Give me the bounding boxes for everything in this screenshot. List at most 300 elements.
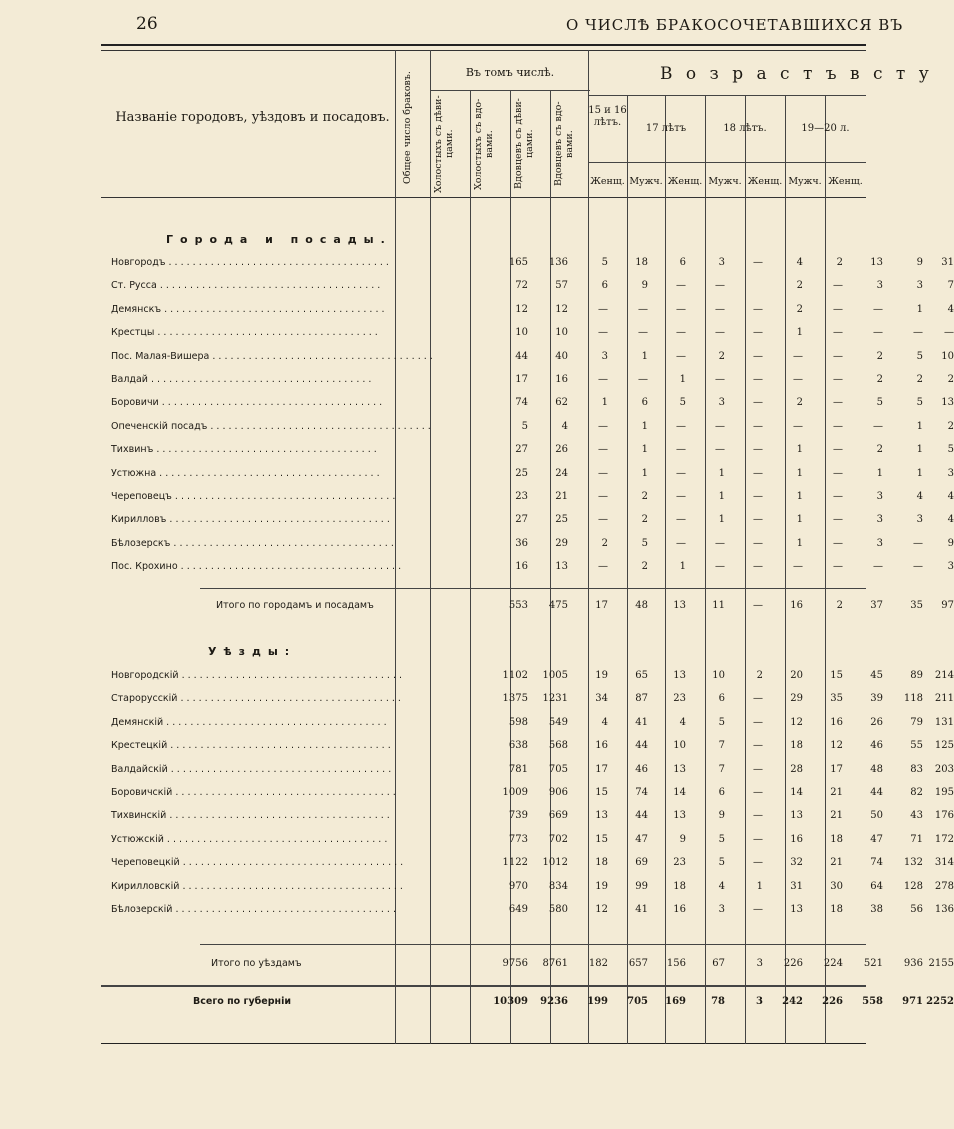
table-cell: —	[638, 303, 648, 315]
table-row	[101, 514, 954, 536]
table-cell: 10	[673, 740, 686, 752]
table-cell: 3	[601, 350, 608, 362]
table-cell: 71	[910, 833, 923, 845]
table-cell: 5	[679, 397, 686, 409]
table-cell: 1	[796, 327, 803, 339]
table-cell: —	[833, 467, 843, 479]
group-rule	[430, 90, 590, 91]
table-cell: —	[753, 514, 763, 526]
table-cell: —	[913, 537, 923, 549]
table-cell: 50	[870, 810, 883, 822]
table-cell: 13	[673, 670, 686, 681]
table-cell: —	[793, 374, 803, 385]
table-cell: 9	[641, 280, 648, 292]
table-cell: 1231	[542, 693, 568, 705]
table-cell: 9236	[540, 996, 568, 1007]
district-name: Бѣлозерскій . . .	[111, 904, 391, 915]
table-cell: 1	[718, 467, 725, 479]
sex-column-header: Мужч.	[708, 176, 742, 187]
table-cell: 44	[635, 740, 648, 752]
table-cell: —	[833, 350, 843, 362]
table-cell: 17	[830, 763, 843, 775]
table-cell: —	[944, 327, 954, 339]
table-cell: 2	[796, 280, 803, 292]
table-cell: 15	[595, 833, 608, 845]
table-cell: 1	[641, 420, 648, 432]
table-row	[101, 693, 954, 715]
table-cell: 906	[548, 787, 568, 798]
district-name: Боровичскій . . .	[111, 787, 391, 798]
town-name: Ст. Русса . . .	[111, 280, 391, 291]
table-cell: 739	[508, 810, 528, 822]
table-cell: 165	[508, 257, 528, 268]
table-cell: 26	[870, 716, 883, 728]
table-cell: 649	[508, 904, 528, 915]
table-cell: 781	[508, 763, 528, 775]
age-group-header: В о з р а с т ъ в с т у	[660, 64, 933, 84]
table-cell: 41	[635, 904, 648, 915]
table-cell: 1	[876, 467, 883, 479]
table-cell: 12	[790, 716, 803, 728]
table-cell: —	[753, 350, 763, 362]
table-cell: 7	[718, 763, 725, 775]
table-cell: 20	[790, 670, 803, 681]
table-row	[101, 327, 954, 349]
table-cell: 3	[947, 467, 954, 479]
table-cell: 16	[515, 561, 528, 573]
table-cell: 5	[718, 857, 725, 869]
header-top-rule	[101, 50, 866, 51]
table-cell: 18	[635, 257, 648, 268]
table-cell: —	[638, 327, 648, 339]
district-name: Череповецкій . . .	[111, 857, 391, 868]
table-cell: 4	[916, 491, 923, 502]
age-rule	[588, 95, 866, 96]
town-name: Крестцы . . .	[111, 327, 391, 338]
table-cell: 657	[628, 958, 648, 969]
table-cell: 10309	[493, 996, 528, 1007]
table-cell: 89	[910, 670, 923, 681]
table-row	[101, 716, 954, 739]
town-name: Кирилловъ . . .	[111, 514, 391, 525]
table-cell: 1	[916, 303, 923, 315]
table-cell: 3	[876, 280, 883, 292]
district-name: Валдайскій . . .	[111, 764, 391, 775]
table-cell: —	[753, 716, 763, 728]
sex-column-header: Женщ.	[590, 176, 625, 187]
table-row	[101, 857, 954, 879]
table-cell: 214	[934, 670, 954, 681]
table-cell: 46	[635, 763, 648, 775]
age-column-header: 15 и 16 лѣтъ.	[588, 105, 627, 128]
table-row	[101, 740, 954, 762]
table-cell: —	[793, 561, 803, 573]
table-cell: 6	[718, 693, 725, 705]
table-cell: 27	[515, 444, 528, 456]
table-cell: —	[753, 810, 763, 822]
table-cell: —	[913, 561, 923, 573]
table-cell: 5	[718, 716, 725, 728]
table-cell: 242	[782, 996, 803, 1007]
table-cell: —	[638, 374, 648, 385]
table-cell: 1	[916, 467, 923, 479]
sex-column-header: Женщ.	[747, 176, 783, 187]
table-cell: 13	[673, 763, 686, 775]
district-name: Кирилловскій . . .	[111, 881, 391, 892]
table-cell: 669	[548, 810, 568, 822]
table-cell: 2	[876, 374, 883, 385]
table-cell: 1012	[542, 857, 568, 869]
table-cell: 13	[790, 904, 803, 915]
table-cell: —	[598, 374, 608, 385]
table-row	[101, 374, 954, 396]
table-cell: —	[793, 420, 803, 432]
table-cell: —	[753, 787, 763, 798]
table-cell: 1005	[542, 670, 568, 681]
table-cell: 13	[673, 600, 686, 611]
table-cell: —	[753, 491, 763, 502]
table-cell: 1	[679, 374, 686, 385]
table-cell: —	[753, 420, 763, 432]
sex-column-header: Мужч.	[788, 176, 822, 187]
table-row	[101, 537, 954, 560]
table-cell: 31	[790, 880, 803, 892]
table-cell: —	[676, 467, 686, 479]
page-number: 26	[136, 14, 158, 34]
table-cell: 1375	[502, 693, 528, 705]
table-cell: 26	[555, 444, 568, 456]
table-cell: 3	[947, 561, 954, 573]
table-cell: 39	[870, 693, 883, 705]
table-cell: 38	[870, 904, 883, 915]
table-cell: 128	[903, 880, 923, 892]
table-cell: 156	[666, 958, 686, 969]
table-cell: 14	[673, 787, 686, 798]
table-cell: 131	[934, 716, 954, 728]
header-bottom-rule	[101, 197, 866, 198]
table-cell: 17	[595, 600, 608, 611]
sub-column-header: Вдовцевъ съ вдо-вами.	[553, 101, 575, 187]
table-cell: 4	[561, 420, 568, 432]
town-name: Устюжна . . .	[111, 468, 391, 479]
table-cell: 553	[508, 600, 528, 611]
table-cell: —	[598, 514, 608, 526]
table-cell: —	[715, 444, 725, 456]
table-cell: —	[833, 444, 843, 456]
table-cell: —	[598, 303, 608, 315]
table-cell: 36	[515, 537, 528, 549]
table-cell: —	[715, 561, 725, 573]
table-cell: 2	[916, 374, 923, 385]
table-cell: 46	[870, 740, 883, 752]
table-cell: —	[833, 303, 843, 315]
table-cell: 45	[870, 670, 883, 681]
table-cell: 57	[555, 280, 568, 292]
table-cell: 2155	[928, 958, 954, 969]
table-cell: 11	[712, 600, 725, 611]
table-cell: 3	[876, 537, 883, 549]
table-row	[101, 904, 954, 926]
table-cell: 3	[916, 280, 923, 292]
grand-total-rule	[101, 985, 866, 987]
table-cell: 6	[601, 280, 608, 292]
table-cell: 74	[870, 857, 883, 869]
table-cell: 4	[947, 514, 954, 526]
table-cell: 21	[830, 787, 843, 798]
table-cell: 74	[515, 397, 528, 409]
table-cell: 4	[718, 880, 725, 892]
table-cell: 125	[934, 740, 954, 752]
table-cell: 4	[947, 303, 954, 315]
table-cell: 55	[910, 740, 923, 752]
table-cell: 16	[673, 904, 686, 915]
table-cell: 48	[870, 763, 883, 775]
table-cell: 3	[718, 257, 725, 268]
table-cell: 2	[756, 670, 763, 681]
table-cell: —	[676, 491, 686, 502]
total-label: Всего по губерніи	[193, 996, 292, 1007]
table-cell: 67	[712, 958, 725, 969]
table-cell: —	[753, 693, 763, 705]
district-name: Тихвинскій . . .	[111, 810, 391, 821]
table-cell: 2	[796, 397, 803, 409]
table-cell: 12	[830, 740, 843, 752]
table-cell: 3	[756, 958, 763, 969]
table-cell: 47	[635, 833, 648, 845]
table-cell: —	[753, 444, 763, 456]
table-cell: 971	[902, 996, 923, 1007]
table-cell: —	[715, 420, 725, 432]
table-cell: 29	[555, 537, 568, 549]
table-cell: 8761	[542, 958, 568, 969]
table-cell: 936	[903, 958, 923, 969]
table-cell: 69	[635, 857, 648, 869]
table-cell: —	[715, 280, 725, 292]
table-cell: 25	[555, 514, 568, 526]
table-cell: 195	[934, 787, 954, 798]
group-header: Въ томъ числѣ.	[465, 66, 555, 79]
table-cell: 1	[641, 350, 648, 362]
table-cell: —	[833, 327, 843, 339]
table-cell: 99	[635, 880, 648, 892]
table-cell: 224	[823, 958, 843, 969]
table-cell: 13	[941, 397, 954, 409]
table-cell: 34	[595, 693, 608, 705]
table-cell: —	[833, 514, 843, 526]
table-cell: 15	[595, 787, 608, 798]
sub-column-header: Вдовцевъ съ дѣви-цами.	[513, 98, 535, 190]
table-cell: —	[715, 303, 725, 315]
table-cell: 18	[595, 857, 608, 869]
table-cell: 172	[934, 833, 954, 845]
table-cell: 16	[830, 716, 843, 728]
table-cell: —	[676, 444, 686, 456]
table-cell: 10	[515, 327, 528, 339]
table-cell: 19	[595, 880, 608, 892]
table-row	[101, 763, 954, 786]
table-cell: 9	[718, 810, 725, 822]
table-cell: —	[753, 327, 763, 339]
table-cell: —	[753, 600, 763, 611]
table-cell: 2	[876, 444, 883, 456]
table-cell: 16	[595, 740, 608, 752]
table-cell: 1	[916, 444, 923, 456]
table-cell: 169	[665, 996, 686, 1007]
districts-total-rule	[200, 944, 866, 945]
district-name: Старорусскій . . .	[111, 693, 391, 704]
name-column-header: Названіе городовъ, уѣздовъ и посадовъ.	[115, 110, 390, 125]
table-cell: 1	[718, 491, 725, 502]
table-cell: 24	[555, 467, 568, 479]
running-head: О ЧИСЛѢ БРАКОСОЧЕТАВШИХСЯ ВЪ	[566, 16, 904, 34]
table-cell: 1	[641, 444, 648, 456]
table-cell: 6	[641, 397, 648, 409]
table-cell: 1102	[502, 670, 528, 681]
table-cell: 3	[916, 514, 923, 526]
table-cell: 41	[635, 716, 648, 728]
table-cell: 10	[941, 350, 954, 362]
table-cell: —	[753, 740, 763, 752]
table-cell: 2	[836, 600, 843, 611]
table-cell: 13	[870, 257, 883, 268]
table-cell: 16	[790, 833, 803, 845]
table-cell: —	[833, 397, 843, 409]
town-name: Бѣлозерскъ . . .	[111, 538, 391, 549]
table-cell: 118	[903, 693, 923, 705]
district-name: Новгородскій . . .	[111, 670, 391, 681]
table-cell: 12	[595, 904, 608, 915]
table-cell: 64	[870, 880, 883, 892]
table-cell: 13	[595, 810, 608, 822]
table-cell: —	[676, 303, 686, 315]
table-cell: 31	[941, 257, 954, 268]
table-cell: 17	[595, 763, 608, 775]
table-row	[101, 670, 954, 692]
table-cell: 4	[679, 716, 686, 728]
table-cell: 2	[641, 514, 648, 526]
table-cell: 314	[934, 857, 954, 869]
table-cell: 5	[718, 833, 725, 845]
table-cell: 82	[910, 787, 923, 798]
table-cell: 13	[673, 810, 686, 822]
table-cell: 521	[863, 958, 883, 969]
table-cell: 132	[903, 857, 923, 869]
table-cell: 3	[718, 397, 725, 409]
town-name: Валдай . . .	[111, 374, 391, 385]
table-cell: 1	[679, 561, 686, 573]
table-cell: 1	[641, 467, 648, 479]
table-cell: 18	[830, 904, 843, 915]
table-row	[101, 810, 954, 832]
table-cell: 1	[916, 420, 923, 432]
table-cell: 32	[790, 857, 803, 869]
table-cell: 3	[876, 514, 883, 526]
table-cell: —	[753, 467, 763, 479]
table-cell: 18	[830, 833, 843, 845]
district-name: Демянскій . . .	[111, 717, 391, 728]
table-cell: 2	[876, 350, 883, 362]
sub-column-header: Холостыхъ съ дѣви-цами.	[433, 95, 455, 193]
table-cell: 2	[836, 257, 843, 268]
table-cell: 16	[555, 374, 568, 385]
table-cell: 13	[555, 561, 568, 573]
total-label: Итого по городамъ и посадамъ	[216, 600, 374, 611]
table-cell: 47	[870, 833, 883, 845]
table-cell: 12	[515, 303, 528, 315]
table-cell: 12	[555, 303, 568, 315]
table-cell: 4	[947, 491, 954, 502]
town-name: Пос. Крохино . . .	[111, 561, 391, 572]
table-cell: 9	[916, 257, 923, 268]
table-cell: 9756	[502, 958, 528, 969]
total-label: Итого по уѣздамъ	[211, 958, 302, 969]
table-cell: 1	[796, 491, 803, 502]
table-cell: 56	[910, 904, 923, 915]
table-row	[101, 350, 954, 373]
table-cell: —	[833, 537, 843, 549]
table-cell: —	[676, 537, 686, 549]
table-cell: —	[833, 374, 843, 385]
table-cell: 773	[508, 833, 528, 845]
table-cell: 970	[508, 880, 528, 892]
table-cell: 5	[641, 537, 648, 549]
table-cell: 5	[876, 397, 883, 409]
table-cell: 1	[756, 880, 763, 892]
table-cell: —	[873, 561, 883, 573]
table-cell: 136	[548, 257, 568, 268]
table-cell: —	[598, 467, 608, 479]
table-cell: 2	[796, 303, 803, 315]
table-cell: —	[873, 420, 883, 432]
table-cell: 638	[508, 740, 528, 752]
table-cell: —	[753, 303, 763, 315]
table-cell: 78	[711, 996, 725, 1007]
table-cell: 182	[588, 958, 608, 969]
table-cell: 19	[595, 670, 608, 681]
table-cell: —	[715, 374, 725, 385]
table-cell: —	[598, 444, 608, 456]
sex-column-header: Мужч.	[629, 176, 663, 187]
table-cell: 5	[521, 420, 528, 432]
town-name: Пос. Малая-Вишера . . .	[111, 351, 391, 362]
table-cell: 6	[718, 787, 725, 798]
table-cell: 14	[790, 787, 803, 798]
table-cell: 27	[515, 514, 528, 526]
age-column-header: 19—20 л.	[801, 123, 850, 134]
table-cell: 2	[718, 350, 725, 362]
table-cell: 23	[515, 491, 528, 502]
table-cell: 79	[910, 716, 923, 728]
table-cell: 43	[910, 810, 923, 822]
table-cell: 1	[718, 514, 725, 526]
table-cell: —	[833, 561, 843, 573]
table-cell: 2252	[926, 996, 954, 1007]
table-cell: 21	[555, 491, 568, 502]
town-name: Тихвинъ . . .	[111, 444, 391, 455]
town-name: Опеченскій посадъ . . .	[111, 421, 391, 432]
table-cell: —	[753, 763, 763, 775]
table-cell: 705	[627, 996, 648, 1007]
table-cell: 62	[555, 397, 568, 409]
table-cell: 580	[548, 904, 568, 915]
table-cell: 226	[822, 996, 843, 1007]
table-row	[101, 880, 954, 903]
age-column-header: 17 лѣтъ	[645, 123, 687, 134]
table-cell: 1	[796, 537, 803, 549]
table-cell: 40	[555, 350, 568, 362]
table-cell: —	[676, 350, 686, 362]
table-cell: 226	[783, 958, 803, 969]
